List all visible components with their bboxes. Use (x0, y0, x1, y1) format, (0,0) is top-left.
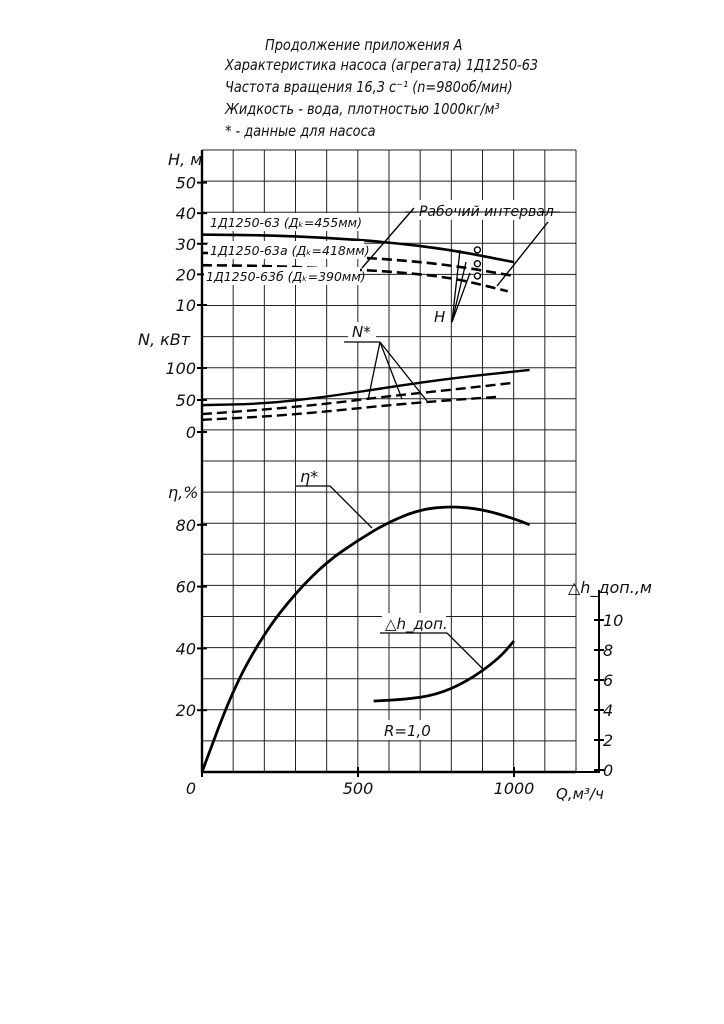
head-axis-tick-label: 30 (175, 234, 196, 254)
npsh-axis-tick-label: 8 (603, 641, 614, 660)
power-axis-label: N, кВт (138, 330, 191, 349)
npsh-axis-tick-label: 10 (603, 611, 624, 630)
header-line-2: Характеристика насоса (агрегата) 1Д1250-63 (225, 56, 539, 74)
x-axis-tick-label: 1000 (493, 779, 535, 798)
efficiency-axis-label: η,% (168, 483, 199, 502)
head-axis-label: H, м (168, 150, 203, 169)
npsh-annotation-leader (447, 633, 484, 670)
efficiency-axis-tick-label: 60 (175, 577, 196, 597)
head-annotation: H (434, 308, 446, 326)
npsh-axis-tick-label: 4 (603, 701, 614, 720)
power-axis-tick-label: 100 (165, 359, 196, 378)
power-annotation-leader (380, 342, 402, 399)
npsh-axis-label: △h_доп.,м (568, 578, 652, 597)
header-line-4: Жидкость - вода, плотностью 1000кг/м³ (225, 100, 500, 118)
npsh-axis-tick-label: 2 (603, 731, 614, 750)
power-axis-tick-label: 50 (175, 391, 196, 410)
efficiency-axis-tick-label: 20 (175, 701, 196, 721)
head-annotation-leader (452, 262, 466, 322)
efficiency-axis-tick-label: 80 (175, 515, 196, 535)
header-line-3: Частота вращения 16,3 с⁻¹ (n=980об/мин) (225, 78, 513, 96)
head-series-label: 1Д1250-63б (Дₖ=390мм) (206, 269, 366, 284)
npsh-curve (374, 641, 514, 701)
npsh-axis-tick-label: 0 (603, 761, 614, 780)
npsh-annotation: △h_доп. (385, 615, 448, 633)
chart-curves (202, 235, 530, 772)
efficiency-curve (202, 507, 530, 772)
header-line-5: * - данные для насоса (225, 122, 376, 140)
working-point-marker (474, 247, 480, 253)
power-axis-tick-label: 0 (185, 423, 196, 442)
chart-labels (138, 150, 652, 803)
npsh-note: R=1,0 (384, 722, 431, 740)
x-axis-tick-label: 500 (342, 779, 374, 798)
power-annotation-leader (368, 342, 380, 400)
efficiency-annotation: η* (300, 467, 319, 486)
head-axis-tick-label: 40 (175, 204, 196, 224)
working-point-marker (474, 273, 480, 279)
working-point-marker (474, 261, 480, 267)
head-axis-tick-label: 10 (175, 296, 196, 315)
head-axis-tick-label: 20 (175, 265, 196, 285)
header-line-1: Продолжение приложения А (265, 36, 463, 54)
head-series-label: 1Д1250-63а (Дₖ=418мм) (210, 243, 370, 258)
x-axis-tick-label: 0 (185, 779, 196, 798)
x-axis-label: Q,м³/ч (556, 785, 604, 803)
working-range-label: Рабочий интервал (419, 204, 554, 220)
head-axis-tick-label: 50 (175, 173, 196, 193)
efficiency-axis-tick-label: 40 (175, 639, 196, 659)
power-curve-3 (202, 397, 498, 420)
working-range-leader-right (497, 222, 548, 286)
power-annotation: N* (352, 323, 371, 341)
head-series-label: 1Д1250-63 (Дₖ=455мм) (210, 215, 362, 230)
npsh-axis-tick-label: 6 (603, 671, 614, 690)
